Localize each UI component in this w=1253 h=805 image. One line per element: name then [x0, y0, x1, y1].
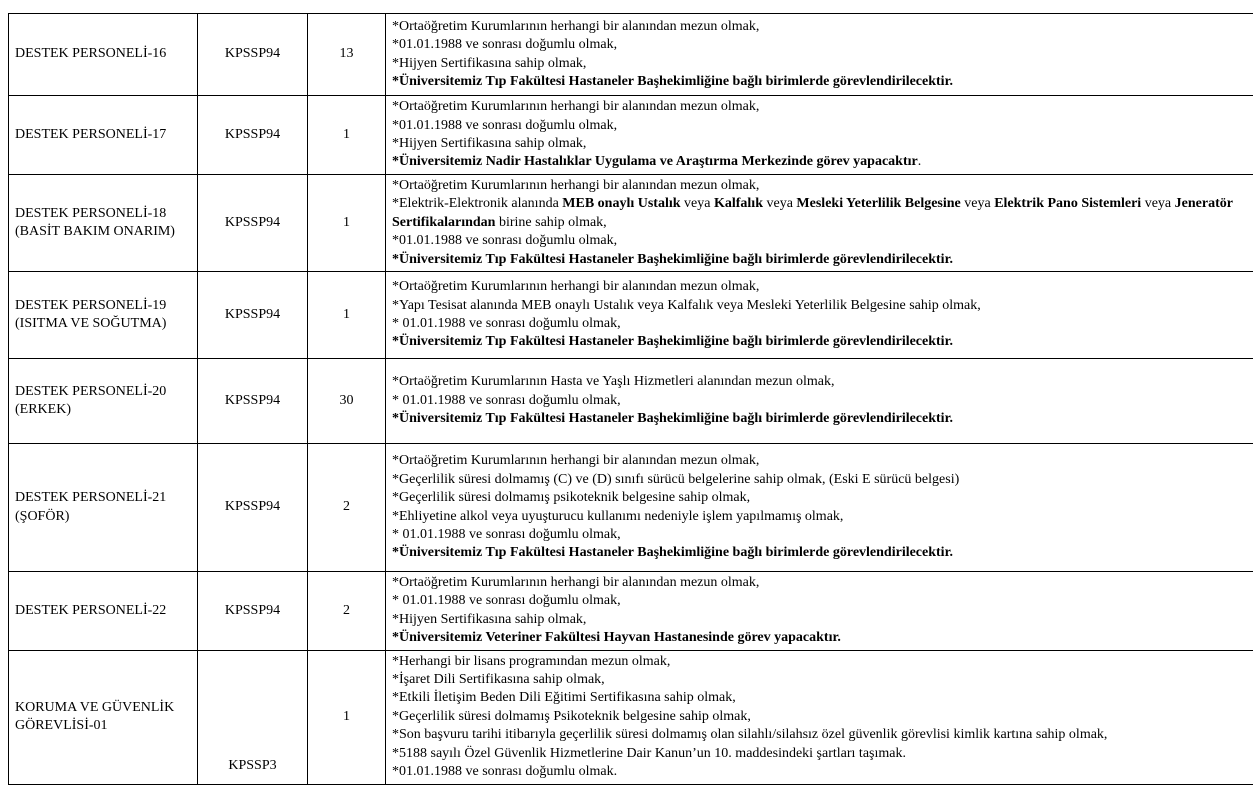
requirement-text: *Elektrik-Elektronik alanında: [392, 196, 563, 212]
table-row: [9, 359, 1253, 444]
position-title-line: (ŞOFÖR): [15, 508, 70, 524]
position-title-cell: [9, 572, 198, 651]
requirement-text: *Ortaöğretim Kurumlarının herhangi bir alanından mezun olmak,: [392, 453, 760, 469]
requirement-text-bold: *Üniversitemiz Tıp Fakültesi Hastaneler Başhekimliğine bağlı birimlerde görevlendirilecektir.: [392, 545, 954, 561]
requirement-text-bold: Mesleki Yeterlilik Belgesine: [796, 196, 961, 212]
requirement-line: [392, 55, 1249, 73]
table-row: [9, 272, 1253, 359]
position-title-cell: [9, 175, 198, 272]
requirement-line: [392, 251, 1249, 269]
requirement-text: birine sahip olmak,: [495, 214, 607, 230]
requirement-text: *Geçerlilik süresi dolmamış Psikoteknik belgesine sahip olmak,: [392, 708, 751, 724]
requirement-line: [392, 153, 1249, 171]
requirement-text: *Hijyen Sertifikasına sahip olmak,: [392, 136, 587, 151]
exam-code-cell: KPSSP94: [198, 14, 308, 96]
requirement-line: [392, 544, 1249, 562]
position-title-cell: [9, 359, 198, 444]
requirement-line: [392, 653, 1249, 671]
requirement-line: [392, 689, 1249, 707]
requirement-text: veya: [680, 196, 714, 212]
exam-code-cell: KPSSP94: [198, 96, 308, 175]
table-row: [9, 14, 1253, 96]
requirement-text: *Hijyen Sertifikasına sahip olmak,: [392, 611, 587, 627]
requirement-line: [392, 671, 1249, 689]
position-title-line: DESTEK PERSONELİ-17: [15, 126, 167, 142]
requirement-line: [392, 592, 1249, 610]
requirement-line: [392, 232, 1249, 250]
requirement-line: [392, 195, 1249, 232]
requirement-line: [392, 745, 1249, 763]
quota-count-cell: 13: [308, 14, 386, 96]
requirement-line: [392, 278, 1249, 296]
requirement-text-bold: *Üniversitemiz Nadir Hastalıklar Uygulama ve Araştırma Merkezinde görev yapacaktır: [392, 154, 918, 170]
requirement-text-bold: *Üniversitemiz Tıp Fakültesi Hastaneler Başhekimliğine bağlı birimlerde görevlendirilecektir.: [392, 411, 954, 427]
requirement-text: *01.01.1988 ve sonrası doğumlu olmak.: [392, 764, 618, 780]
requirement-line: [392, 508, 1249, 526]
exam-code-cell: KPSSP94: [198, 572, 308, 651]
requirement-line: [392, 611, 1249, 629]
table-row: [9, 96, 1253, 175]
requirement-line: [392, 315, 1249, 333]
requirement-text: *Ortaöğretim Kurumlarının herhangi bir alanından mezun olmak,: [392, 99, 760, 115]
requirement-text: *01.01.1988 ve sonrası doğumlu olmak,: [392, 37, 618, 53]
table-row: [9, 175, 1253, 272]
requirement-line: [392, 489, 1249, 507]
requirement-line: [392, 471, 1249, 489]
table-row: [9, 444, 1253, 572]
requirement-line: [392, 708, 1249, 726]
requirement-line: [392, 98, 1249, 116]
requirement-line: [392, 373, 1249, 391]
requirement-text: *Hijyen Sertifikasına sahip olmak,: [392, 55, 587, 71]
requirement-text: *01.01.1988 ve sonrası doğumlu olmak,: [392, 117, 618, 133]
quota-count-cell: 2: [308, 572, 386, 651]
requirement-line: [392, 177, 1249, 195]
requirements-cell: [386, 96, 1253, 175]
exam-code-cell: KPSSP94: [198, 359, 308, 444]
requirement-text: *Son başvuru tarihi itibarıyla geçerlilik süresi dolmamış olan silahlı/silahsız özel güvenlik görevlisi kimlik kartına sahip olmak,: [392, 727, 1108, 743]
requirement-line: [392, 452, 1249, 470]
requirement-text-bold: *Üniversitemiz Tıp Fakültesi Hastaneler Başhekimliğine bağlı birimlerde görevlendirilecektir.: [392, 251, 954, 267]
position-title-line: DESTEK PERSONELİ-18: [15, 205, 167, 221]
requirements-cell: [386, 359, 1253, 444]
requirement-text: *Herhangi bir lisans programından mezun olmak,: [392, 653, 671, 669]
requirement-text: *Geçerlilik süresi dolmamış (C) ve (D) sınıfı sürücü belgelerine sahip olmak, (Eski E sürücü belgesi): [392, 471, 960, 487]
quota-count-cell: 2: [308, 444, 386, 572]
requirement-line: [392, 392, 1249, 410]
requirement-text-bold: *Üniversitemiz Tıp Fakültesi Hastaneler Başhekimliğine bağlı birimlerde görevlendirilecektir.: [392, 334, 954, 350]
exam-code-cell: KPSSP3: [198, 650, 308, 784]
requirement-line: [392, 73, 1249, 91]
requirements-cell: [386, 175, 1253, 272]
position-title-cell: [9, 272, 198, 359]
requirement-text-bold: *Üniversitemiz Veteriner Fakültesi Hayvan Hastanesinde görev yapacaktır.: [392, 630, 841, 646]
quota-count-cell: 1: [308, 175, 386, 272]
requirement-text-bold: Kalfalık: [713, 196, 763, 212]
requirement-text-bold: MEB onaylı Ustalık: [562, 196, 681, 212]
requirement-text: *İşaret Dili Sertifikasına sahip olmak,: [392, 672, 605, 688]
positions-table-body: [9, 14, 1253, 785]
requirement-text: *Ortaöğretim Kurumlarının herhangi bir alanından mezun olmak,: [392, 279, 760, 295]
requirement-text: * 01.01.1988 ve sonrası doğumlu olmak,: [392, 526, 621, 542]
quota-count-cell: 1: [308, 650, 386, 784]
requirements-cell: [386, 272, 1253, 359]
requirement-text: veya: [1141, 196, 1175, 212]
requirement-line: [392, 763, 1249, 781]
requirement-text: *Yapı Tesisat alanında MEB onaylı Ustalık veya Kalfalık veya Mesleki Yeterlilik Belgesine sahip olmak,: [392, 297, 981, 313]
requirement-text: *01.01.1988 ve sonrası doğumlu olmak,: [392, 233, 618, 249]
position-title-cell: [9, 444, 198, 572]
requirement-text-bold: Jeneratör Sertifikalarından: [392, 196, 1233, 230]
position-title-line: DESTEK PERSONELİ-21: [15, 490, 167, 506]
requirement-text: veya: [960, 196, 995, 212]
table-row: [9, 572, 1253, 651]
requirement-text: *Etkili İletişim Beden Dili Eğitimi Sertifikasına sahip olmak,: [392, 690, 736, 706]
position-title-line: (ERKEK): [15, 402, 71, 418]
requirement-line: [392, 333, 1249, 351]
position-title-line: (BASİT BAKIM ONARIM): [15, 224, 175, 240]
requirement-text: *Geçerlilik süresi dolmamış psikoteknik belgesine sahip olmak,: [392, 490, 751, 506]
requirement-line: [392, 410, 1249, 428]
requirement-text: *Ortaöğretim Kurumlarının herhangi bir alanından mezun olmak,: [392, 18, 760, 34]
positions-table: [8, 13, 1253, 785]
position-title-line: DESTEK PERSONELİ-19: [15, 297, 167, 313]
exam-code-cell: KPSSP94: [198, 175, 308, 272]
position-title-line: KORUMA VE GÜVENLİK: [15, 699, 175, 715]
position-title-cell: [9, 96, 198, 175]
requirement-text: * 01.01.1988 ve sonrası doğumlu olmak,: [392, 392, 621, 408]
position-title-cell: [9, 650, 198, 784]
requirements-cell: [386, 444, 1253, 572]
requirement-text-bold: *Üniversitemiz Tıp Fakültesi Hastaneler Başhekimliğine bağlı birimlerde görevlendirilecektir.: [392, 73, 954, 89]
requirement-text: *Ortaöğretim Kurumlarının herhangi bir alanından mezun olmak,: [392, 575, 760, 591]
exam-code-cell: KPSSP94: [198, 272, 308, 359]
requirement-text: *Ortaöğretim Kurumlarının Hasta ve Yaşlı Hizmetleri alanından mezun olmak,: [392, 374, 835, 390]
exam-code-cell: KPSSP94: [198, 444, 308, 572]
requirements-cell: [386, 572, 1253, 651]
position-title-cell: [9, 14, 198, 96]
requirement-line: [392, 526, 1249, 544]
quota-count-cell: 1: [308, 96, 386, 175]
position-title-line: DESTEK PERSONELİ-20: [15, 383, 167, 399]
requirement-text: veya: [762, 196, 797, 212]
requirement-line: [392, 18, 1249, 36]
position-title-line: GÖREVLİSİ-01: [15, 718, 108, 734]
requirement-line: [392, 135, 1249, 153]
position-title-line: DESTEK PERSONELİ-16: [15, 46, 167, 62]
requirement-text: *Ortaöğretim Kurumlarının herhangi bir alanından mezun olmak,: [392, 178, 760, 193]
requirement-line: [392, 297, 1249, 315]
quota-count-cell: 1: [308, 272, 386, 359]
quota-count-cell: 30: [308, 359, 386, 444]
requirement-text: * 01.01.1988 ve sonrası doğumlu olmak,: [392, 593, 621, 609]
requirement-line: [392, 117, 1249, 135]
position-title-line: DESTEK PERSONELİ-22: [15, 602, 167, 618]
table-row: [9, 650, 1253, 784]
requirement-text-bold: Elektrik Pano Sistemleri: [994, 196, 1142, 212]
requirement-line: [392, 36, 1249, 54]
position-title-line: (ISITMA VE SOĞUTMA): [15, 316, 167, 332]
requirement-line: [392, 629, 1249, 647]
requirement-text: .: [917, 154, 922, 170]
requirement-text: *Ehliyetine alkol veya uyuşturucu kullanımı nedeniyle işlem yapılmamış olmak,: [392, 508, 844, 524]
requirements-cell: [386, 650, 1253, 784]
requirement-line: [392, 726, 1249, 744]
requirement-line: [392, 574, 1249, 592]
requirements-cell: [386, 14, 1253, 96]
requirement-text: * 01.01.1988 ve sonrası doğumlu olmak,: [392, 316, 621, 332]
requirement-text: *5188 sayılı Özel Güvenlik Hizmetlerine Dair Kanun’un 10. maddesindeki şartları taşımak.: [392, 745, 906, 761]
